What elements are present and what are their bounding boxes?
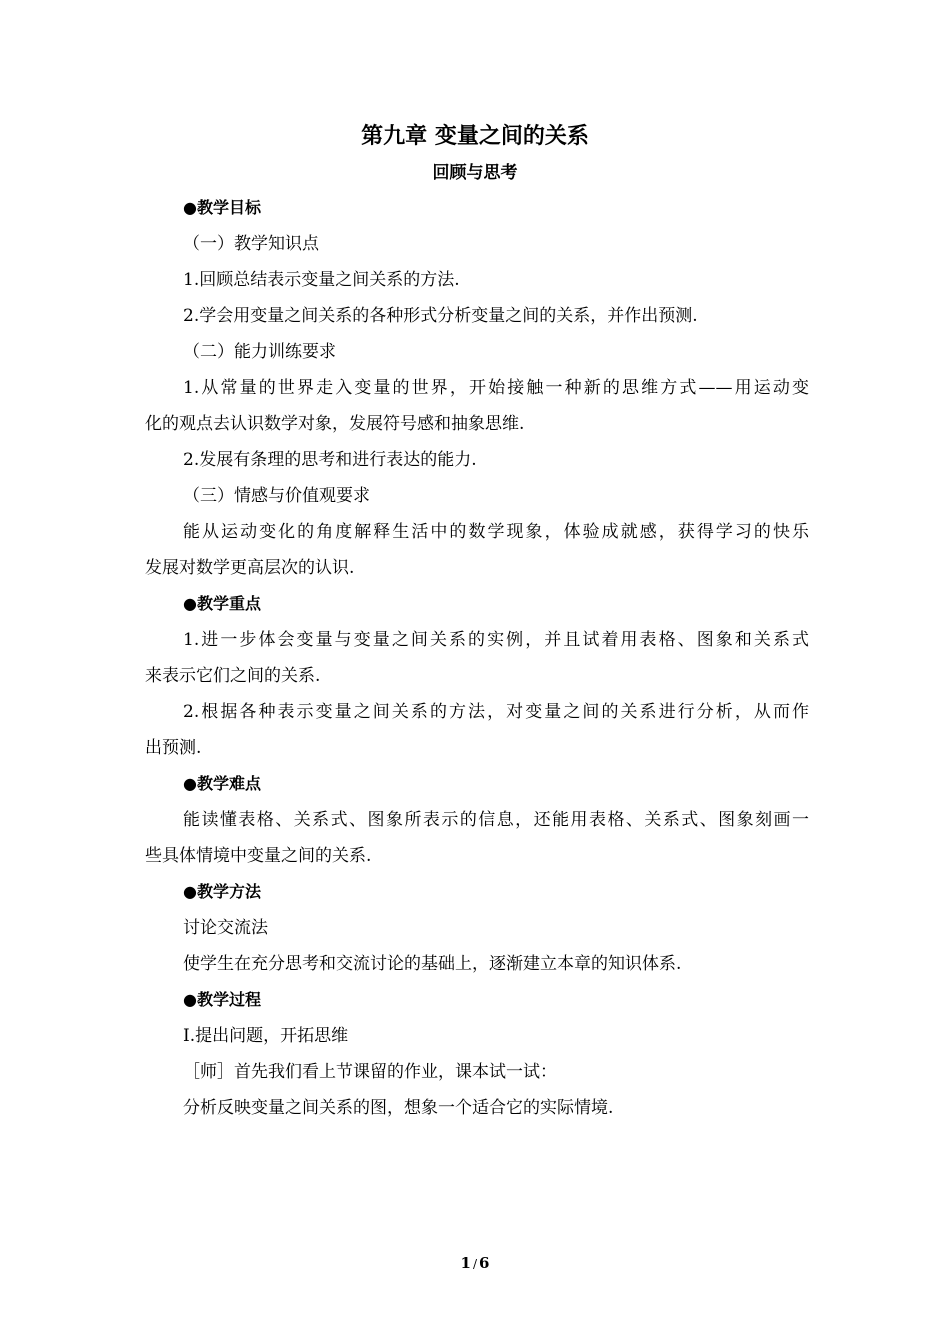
page-total: 6 [479, 1254, 490, 1272]
body-text-line: 2.发展有条理的思考和进行表达的能力. [183, 450, 477, 470]
body-text-line: 分析反映变量之间关系的图，想象一个适合它的实际情境. [183, 1098, 614, 1118]
body-text-line: 化的观点去认识数学对象，发展符号感和抽象思维. [145, 414, 525, 434]
body-text-line: 来表示它们之间的关系. [145, 666, 321, 686]
body-text-line: 2.根据各种表示变量之间关系的方法，对变量之间的关系进行分析，从而作 [183, 702, 809, 722]
body-text-line: 能读懂表格、关系式、图象所表示的信息，还能用表格、关系式、图象刻画一 [183, 810, 809, 830]
section-heading: ●教学难点 [183, 774, 261, 793]
section-heading: ●教学重点 [183, 594, 261, 613]
document-body [145, 190, 809, 1126]
page-subtitle: 回顾与思考 [432, 163, 518, 183]
body-text-line: 1.从常量的世界走入变量的世界，开始接触一种新的思维方式——用运动变 [183, 378, 809, 398]
body-text-line: 发展对数学更高层次的认识. [145, 558, 355, 578]
body-text-line: 出预测. [145, 738, 202, 758]
body-text-line: 2.学会用变量之间关系的各种形式分析变量之间的关系，并作出预测. [183, 306, 698, 326]
section-heading: ●教学过程 [183, 990, 261, 1009]
body-text-line: （一）教学知识点 [183, 234, 319, 254]
page-title: 第九章 变量之间的关系 [361, 124, 589, 149]
body-text-line: （三）情感与价值观要求 [183, 486, 370, 506]
page-number [0, 1252, 950, 1275]
page-separator: / [472, 1257, 478, 1271]
body-text-line: 能从运动变化的角度解释生活中的数学现象，体验成就感，获得学习的快乐 [183, 522, 809, 542]
body-text-line: 1.回顾总结表示变量之间关系的方法. [183, 270, 460, 290]
body-text-line: （二）能力训练要求 [183, 342, 336, 362]
body-text-line: 1.进一步体会变量与变量之间关系的实例，并且试着用表格、图象和关系式 [183, 630, 809, 650]
body-text-line: 讨论交流法 [183, 918, 268, 938]
body-text-line: 使学生在充分思考和交流讨论的基础上，逐渐建立本章的知识体系. [183, 954, 682, 974]
body-text-line: 些具体情境中变量之间的关系. [145, 846, 372, 866]
body-text-line: Ⅰ.提出问题，开拓思维 [183, 1026, 349, 1046]
section-heading: ●教学目标 [183, 198, 261, 217]
page-current: 1 [460, 1254, 471, 1272]
section-heading: ●教学方法 [183, 882, 261, 901]
body-text-line: ［师］首先我们看上节课留的作业，课本试一试： [183, 1062, 557, 1082]
